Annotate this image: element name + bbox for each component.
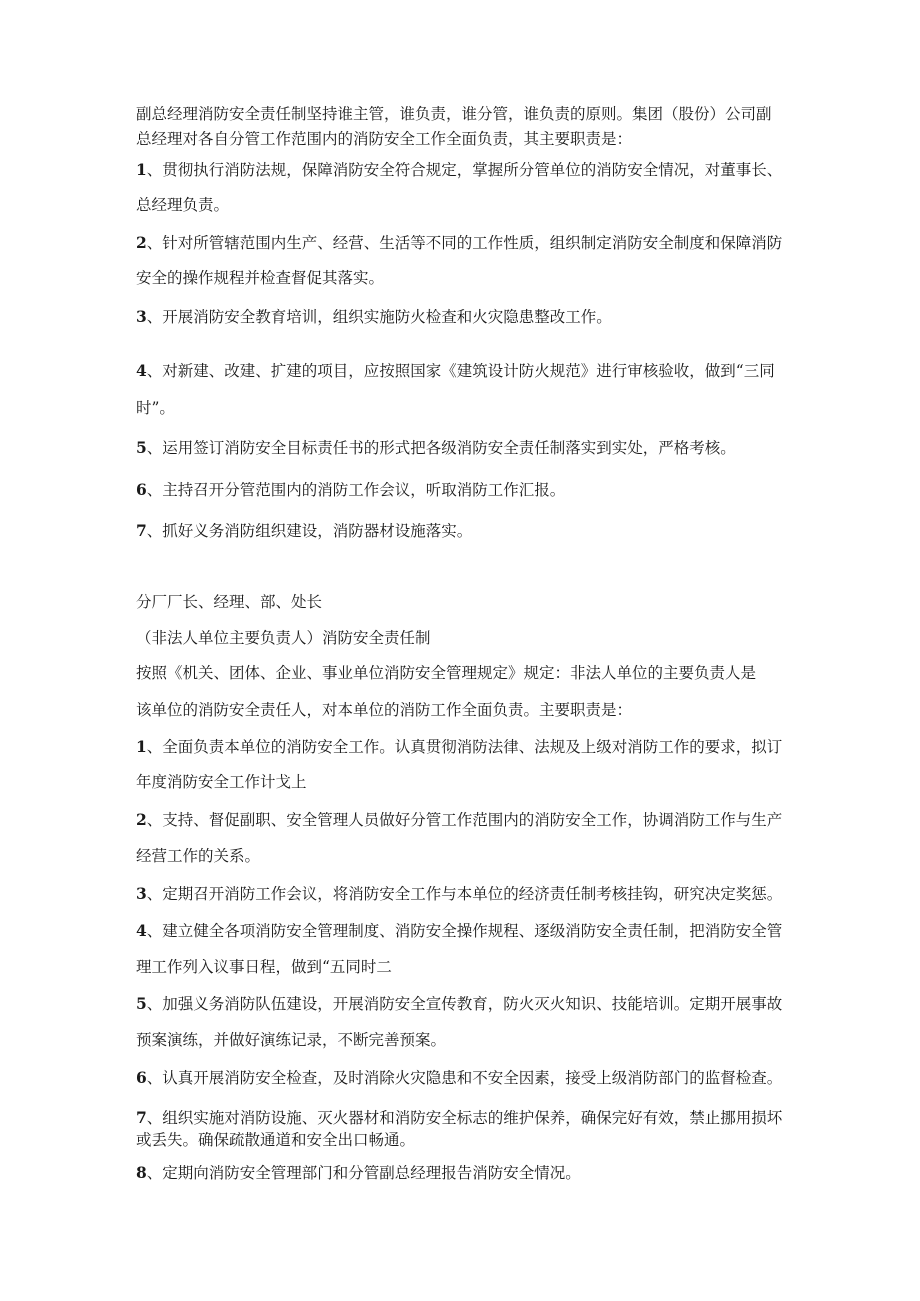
item-number: 4 — [136, 361, 147, 380]
section2-item-7-line-1 — [136, 1108, 796, 1128]
section1-item-2-line-1 — [136, 233, 796, 253]
item-number: 4 — [136, 921, 147, 940]
section1-item-4-line-2: 时”。 — [136, 399, 175, 417]
item-number: 7 — [136, 521, 147, 540]
item-number: 1 — [136, 160, 147, 179]
section2-item-5-line-1 — [136, 994, 796, 1014]
item-number: 7 — [136, 1108, 147, 1127]
item-text: 、贯彻执行消防法规，保障消防安全符合规定，掌握所分管单位的消防安全情况，对董事长、 — [146, 161, 783, 179]
item-number: 5 — [136, 994, 147, 1013]
item-text: 、建立健全各项消防安全管理制度、消防安全操作规程、逐级消防安全责任制，把消防安全管 — [146, 922, 783, 940]
section2-item-6 — [136, 1068, 796, 1088]
item-text: 、支持、督促副职、安全管理人员做好分管工作范围内的消防安全工作，协调消防工作与生产 — [146, 811, 783, 829]
section2-item-5-line-2: 预案演练，并做好演练记录，不断完善预案。 — [136, 1031, 447, 1049]
section2-intro-line-2: 该单位的消防安全责任人，对本单位的消防工作全面负责。主要职责是： — [136, 701, 633, 719]
item-text: 、认真开展消防安全检查，及时消除火灾隐患和不安全因素，接受上级消防部门的监督检查。 — [146, 1069, 783, 1087]
section1-item-1-line-2: 总经理负责。 — [136, 196, 230, 214]
item-text: 、加强义务消防队伍建设，开展消防安全宣传教育，防火灭火知识、技能培训。定期开展事故 — [146, 995, 783, 1013]
section2-item-4-line-1 — [136, 921, 796, 941]
section2-item-2-line-1 — [136, 810, 796, 830]
section1-item-3 — [136, 307, 796, 327]
section2-item-1-line-2: 年度消防安全工作计戈上 — [136, 773, 307, 791]
item-text: 、开展消防安全教育培训，组织实施防火检查和火灾隐患整改工作。 — [146, 308, 612, 326]
section2-title-line-1: 分厂厂长、经理、部、处长 — [136, 593, 323, 611]
section2-item-8 — [136, 1163, 796, 1183]
section1-intro-line-1: 副总经理消防安全责任制坚持谁主管，谁负责，谁分管，谁负责的原则。集团（股份）公司副 — [136, 105, 772, 123]
section2-item-1-line-1 — [136, 737, 796, 757]
item-number: 1 — [136, 737, 147, 756]
item-text: 、主持召开分管范围内的消防工作会议，听取消防工作汇报。 — [146, 481, 566, 499]
section1-item-5 — [136, 438, 796, 458]
item-text: 、定期向消防安全管理部门和分管副总经理报告消防安全情况。 — [146, 1164, 581, 1182]
item-number: 6 — [136, 480, 147, 499]
section1-item-1-line-1 — [136, 160, 796, 180]
item-text: 、组织实施对消防设施、灭火器材和消防安全标志的维护保养，确保完好有效，禁止挪用损坏 — [146, 1109, 783, 1127]
section2-intro-line-1: 按照《机关、团体、企业、事业单位消防安全管理规定》规定：非法人单位的主要负责人是 — [136, 664, 757, 682]
item-text: 、对新建、改建、扩建的项目，应按照国家《建筑设计防火规范》进行审核验收，做到“三同 — [146, 362, 775, 380]
section1-item-7 — [136, 521, 796, 541]
item-number: 3 — [136, 884, 147, 903]
item-text: 、针对所管辖范围内生产、经营、生活等不同的工作性质，组织制定消防安全制度和保障消防 — [146, 234, 783, 252]
item-text: 、定期召开消防工作会议，将消防安全工作与本单位的经济责任制考核挂钩，研究决定奖惩。 — [146, 885, 783, 903]
section2-item-4-line-2: 理工作列入议事日程，做到“五同时二 — [136, 958, 392, 976]
section1-intro-line-2: 总经理对各自分管工作范围内的消防安全工作全面负责，其主要职责是： — [136, 130, 633, 148]
section2-item-3 — [136, 884, 796, 904]
section2-title-line-2: （非法人单位主要负责人）消防安全责任制 — [136, 629, 431, 647]
section2-item-7-line-2: 或丢失。确保疏散通道和安全出口畅通。 — [136, 1131, 416, 1149]
section2-item-2-line-2: 经营工作的关系。 — [136, 847, 261, 865]
item-number: 2 — [136, 810, 147, 829]
item-number: 8 — [136, 1163, 147, 1182]
item-number: 2 — [136, 233, 147, 252]
section1-item-2-line-2: 安全的操作规程并检查督促其落实。 — [136, 269, 385, 287]
item-number: 5 — [136, 438, 147, 457]
section1-item-6 — [136, 480, 796, 500]
item-text: 、抓好义务消防组织建设，消防器材设施落实。 — [146, 522, 473, 540]
item-text: 、运用签订消防安全目标责任书的形式把各级消防安全责任制落实到实处，严格考核。 — [146, 439, 736, 457]
item-text: 、全面负责本单位的消防安全工作。认真贯彻消防法律、法规及上级对消防工作的要求，拟订 — [146, 738, 783, 756]
section1-item-4-line-1 — [136, 361, 796, 381]
item-number: 6 — [136, 1068, 147, 1087]
item-number: 3 — [136, 307, 147, 326]
